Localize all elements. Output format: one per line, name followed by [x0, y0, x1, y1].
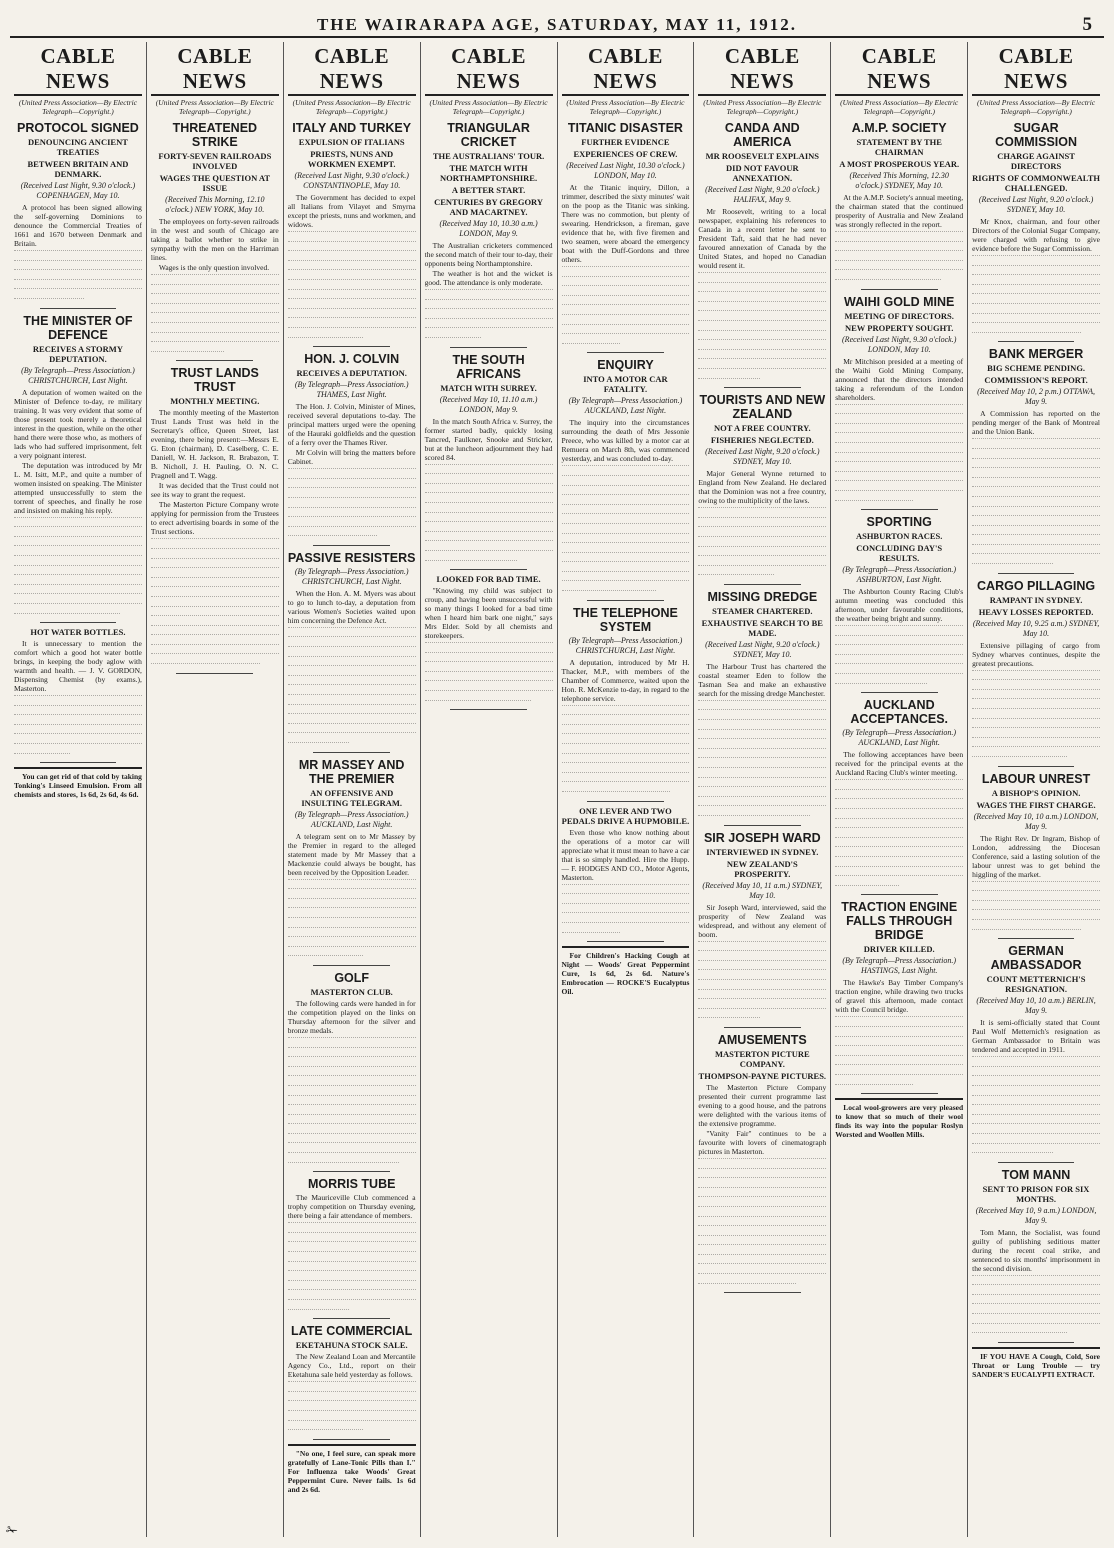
advertisement — [14, 767, 142, 799]
article-body-lines — [562, 884, 690, 934]
article-headline: GERMAN AMBASSADOR — [990, 944, 1082, 973]
article-body-lines — [14, 695, 142, 755]
article-paragraph: It is unnecessary to mention the comfort which a good hot water bottle brings, in keeping the body aglow with warmth and health. — J. V. GORDON, Dispensing Chemist (by exams.), Masterton. — [14, 639, 142, 694]
article-paragraph: The inquiry into the circumstances surrounding the death of Mrs Jessonie Preece, who was killed by a motor car at Remuera on March 8th, was commenced yesterday, and was concluded to-day. — [561, 418, 690, 464]
article — [835, 515, 963, 693]
article-subheading: MONTHLY MEETING. — [170, 396, 260, 407]
article-dateline: (Received May 10, 9 a.m.) LONDON, May 9. — [975, 1205, 1097, 1225]
divider — [998, 766, 1075, 767]
article-headline: SIR JOSEPH WARD — [703, 830, 821, 845]
article — [698, 1033, 826, 1293]
article-subheading: THE MATCH WITH NORTHAMPTONSHIRE. — [440, 163, 538, 183]
press-credit: (United Press Association—By Electric Telegraph—Copyright.) — [977, 98, 1096, 116]
article-dateline: (Received Last Night, 10.30 o'clock.) LONDON, May 10. — [566, 161, 685, 180]
article-dateline: (Received Last Night, 9.30 o'clock.) COPENHAGEN, May 10. — [20, 181, 136, 200]
article-subheading: RECEIVES A DEPUTATION. — [296, 368, 407, 379]
article-headline: BANK MERGER — [988, 347, 1084, 362]
article-body-lines — [425, 289, 553, 339]
article — [562, 358, 690, 600]
advertisement — [972, 1347, 1100, 1379]
article-subheading: THOMPSON-PAYNE PICTURES. — [698, 1070, 827, 1081]
article-paragraph: The deputation was introduced by Mr L. M. Isitt, M.P., and quite a number of women insisted on speaking. The Minister attempted unsuccessfully to stem the torrent of speeches, and finally he rose and insisted on making his reply. — [14, 460, 142, 515]
article-headline: HON. J. COLVIN — [304, 352, 400, 367]
article-dateline: (Received Last Night, 9.20 o'clock.) SYDNEY, May 10. — [705, 447, 820, 467]
article-paragraph: The Hon. J. Colvin, Minister of Mines, received several deputations to-day. The principal matters urged were the opening of the Hauraki goldfields and the question of a ferry over the Thames River. — [287, 402, 416, 448]
masthead-title: THE WAIRARAPA AGE, SATURDAY, MAY 11, 1912. — [316, 15, 798, 34]
divider — [998, 341, 1075, 342]
article-headline: THE SOUTH AFRICANS — [452, 352, 525, 381]
advertisement — [835, 1098, 963, 1139]
article-paragraph: Major General Wynne returned to England from New Zealand. He declared that the Dominion was not a free country, owing to the multiplicity of the laws. — [698, 469, 827, 506]
divider — [587, 801, 664, 802]
article-body-lines — [835, 404, 963, 502]
article-dateline: (By Telegraph—Press Association.) AUCKLAND, Last Night. — [294, 809, 409, 829]
page-number: 5 — [1082, 14, 1092, 35]
article-paragraph: The Hawke's Bay Timber Company's traction engine, while drawing two trucks of gravel this afternoon, made contact with the Council bridge. — [835, 978, 964, 1015]
article-paragraph: "Knowing my child was subject to croup, and having been unsuccessful with so many things I looked for a bad time when I heard him bark one night," says Mrs Elder. Sold by all chemists and storekeepers. — [424, 586, 553, 641]
column-header: CABLE NEWS — [288, 42, 416, 96]
article-subheading: EXPULSION OF ITALIANS — [298, 137, 405, 147]
article-body-lines — [14, 517, 142, 615]
article-headline: WAIHI GOLD MINE — [843, 294, 955, 309]
column-7 — [831, 42, 968, 1537]
divider — [861, 692, 938, 693]
article-headline: SPORTING — [866, 515, 932, 530]
article — [698, 831, 826, 1028]
advertisement-text: For Children's Hacking Cough at Night — Woods' Great Peppermint Cure, 1s 6d, 2s 6d. Nature's Embrocation — ROCKE'S Eucalyptus Oil. — [561, 951, 690, 997]
article-subheading: COUNT METTERNICH'S RESIGNATION. — [986, 974, 1086, 995]
article-dateline: (Received This Morning, 12.10 o'clock.) NEW YORK, May 10. — [165, 195, 265, 214]
article-paragraph: "Vanity Fair" continues to be a favourite with lovers of cinematograph pictures in Masterton. — [698, 1128, 827, 1156]
article-subheading: A MOST PROSPEROUS YEAR. — [839, 159, 960, 169]
article-subheading: CONCLUDING DAY'S RESULTS. — [856, 543, 943, 564]
article-dateline: (By Telegraph—Press Association.) AUCKLAND, Last Night. — [842, 728, 957, 748]
divider — [40, 762, 117, 763]
article-dateline: (Received May 10, 11 a.m.) SYDNEY, May 10. — [702, 880, 823, 900]
article-dateline: (Received Last Night, 9.20 o'clock.) SYDNEY, May 10. — [705, 639, 820, 659]
article-subheading: RAMPANT IN SYDNEY. — [989, 594, 1083, 605]
divider — [313, 965, 390, 966]
press-credit: (United Press Association—By Electric Telegraph—Copyright.) — [18, 98, 137, 116]
article-subheading: WAGES THE QUESTION AT ISSUE — [159, 173, 271, 193]
article-paragraph: At the Titanic inquiry, Dillon, a trimmer, described the sixty minutes' wait on the poop as the Titanic was sinking. There was no commotion, but plenty of swearing. Hendrickson, a fireman, gave evidence that he, with five firemen and two seamen, were aboard the emergency boat with the Duff-Gordons and three others. — [561, 183, 690, 264]
article-body-lines — [972, 670, 1100, 758]
article — [835, 295, 963, 511]
divider — [40, 308, 117, 309]
divider — [998, 938, 1075, 939]
article-body-lines — [698, 700, 826, 817]
article-subheading: RECEIVES A STORMY DEPUTATION. — [32, 343, 123, 364]
article-subheading: PRIESTS, NUNS AND WORKMEN EXEMPT. — [307, 149, 396, 169]
article-headline: GOLF — [334, 970, 370, 985]
article-dateline: (Received Last Night, 9.30 o'clock.) LONDON, May 10. — [842, 334, 957, 354]
article — [835, 698, 963, 895]
article-headline: SUGAR COMMISSION — [995, 121, 1078, 149]
column-5 — [558, 42, 695, 1537]
article — [972, 772, 1100, 940]
article-subheading: WAGES THE FIRST CHARGE. — [976, 799, 1096, 810]
article-paragraph: Tom Mann, the Socialist, was found guilty of publishing seditious matter during the recent coal strike, and sentenced to six months' imprisonment in the second division. — [972, 1227, 1100, 1273]
column-6 — [694, 42, 831, 1537]
article-paragraph: A Commission has reported on the pending merger of the Bank of Montreal and the Union Bank. — [972, 409, 1100, 437]
article-subheading: A BETTER START. — [451, 185, 526, 195]
article-dateline: (Received This Morning, 12.30 o'clock.) SYDNEY, May 10. — [849, 171, 949, 190]
divider — [587, 600, 664, 601]
article-subheading: THE AUSTRALIANS' TOUR. — [432, 151, 545, 161]
article-body-lines — [698, 507, 826, 576]
divider — [313, 346, 390, 347]
article-subheading: COMMISSION'S REPORT. — [984, 375, 1088, 386]
article-subheading: INTO A MOTOR CAR FATALITY. — [583, 374, 668, 395]
article — [698, 121, 826, 388]
article — [288, 352, 416, 546]
article-paragraph: When the Hon. A. M. Myers was about to go to lunch to-day, a deputation from various Women's Societies waited upon him concerning the Defence Act. — [287, 588, 416, 625]
article-subheading: CHARGE AGAINST DIRECTORS — [997, 151, 1075, 171]
article-headline: AUCKLAND ACCEPTANCES. — [850, 698, 949, 727]
article-subheading: RIGHTS OF COMMONWEALTH CHALLENGED. — [972, 173, 1100, 193]
article-dateline: (By Telegraph—Press Association.) AUCKLAND, Last Night. — [568, 396, 683, 416]
article — [14, 627, 142, 763]
article-subheading: SENT TO PRISON FOR SIX MONTHS. — [982, 1183, 1090, 1204]
divider — [998, 1342, 1075, 1343]
column-header: CABLE NEWS — [14, 42, 142, 96]
divider — [176, 673, 253, 674]
article-paragraph: Wages is the only question involved. — [158, 263, 270, 272]
article-paragraph: The Mauriceville Club commenced a trophy competition on Thursday evening, there being a fair attendance of members. — [287, 1193, 416, 1221]
article-dateline: (By Telegraph—Press Association.) CHRISTCHURCH, Last Night. — [294, 566, 409, 586]
divider — [861, 894, 938, 895]
article-body-lines — [288, 1037, 416, 1164]
article-body-lines — [288, 231, 416, 339]
article-headline: MISSING DREDGE — [707, 589, 818, 604]
article-subheading: A BISHOP'S OPINION. — [991, 787, 1081, 798]
article-dateline: (By Telegraph—Press Association.) CHRISTCHURCH, Last Night. — [21, 365, 135, 385]
divider — [998, 1162, 1075, 1163]
article-body-lines — [972, 255, 1100, 334]
article — [835, 121, 963, 290]
divider — [861, 509, 938, 510]
article-body-lines — [151, 538, 279, 665]
divider — [313, 1171, 390, 1172]
article — [425, 121, 553, 348]
divider — [724, 1027, 801, 1028]
article-headline: AMUSEMENTS — [717, 1032, 807, 1047]
article-body-lines — [288, 1222, 416, 1310]
article — [562, 806, 690, 943]
article-paragraph: The Masterton Picture Company presented their current programme last evening to a good house, and the patrons were delighted with the various items of the extensive programme. — [698, 1082, 827, 1128]
article-dateline: (Received May 10, 10.30 a.m.) LONDON, May 9. — [439, 219, 538, 238]
article-paragraph: The Right Rev. Dr Ingram, Bishop of London, addressing the Diocesan Conference, said a lasting solution of the labour unrest was to get behind the higgling of the market. — [972, 833, 1100, 879]
article-subheading: MR ROOSEVELT EXPLAINS — [705, 151, 819, 161]
article — [972, 579, 1100, 767]
article-subheading: BIG SCHEME PENDING. — [987, 363, 1086, 374]
article-subheading: STATEMENT BY THE CHAIRMAN — [856, 137, 942, 157]
article-headline: TOM MANN — [1001, 1167, 1071, 1182]
column-header: CABLE NEWS — [425, 42, 553, 96]
article — [972, 347, 1100, 573]
article-paragraph: A telegram sent on to Mr Massey by the Premier in regard to the alleged statement made by Mr Massey that a Mackenzie could always be bought, has been received by the Opposition Leader. — [287, 831, 416, 877]
article-subheading: EXPERIENCES OF CREW. — [573, 149, 678, 159]
article-body-lines — [972, 1056, 1100, 1154]
article-subheading: ASHBURTON RACES. — [855, 531, 943, 542]
article-subheading: FURTHER EVIDENCE — [581, 137, 670, 147]
divider — [724, 387, 801, 388]
article-paragraph: A deputation, introduced by Mr H. Thacker, M.P., with members of the Chamber of Commerce, waited upon the Hon. R. McKenzie to-day, in regard to the telephone service. — [561, 657, 690, 703]
article-body-lines — [972, 881, 1100, 931]
article-body-lines — [835, 779, 963, 887]
article-body-lines — [14, 250, 142, 300]
article-body-lines — [288, 468, 416, 537]
article — [698, 393, 826, 585]
divider — [450, 569, 527, 570]
article-paragraph: The following cards were handed in for the competition played on the links on Thursday afternoon for the silver and bronze medals. — [287, 998, 416, 1035]
advertisement — [562, 946, 690, 996]
article — [288, 971, 416, 1172]
article-body-lines — [972, 438, 1100, 565]
divider — [313, 752, 390, 753]
press-credit: (United Press Association—By Electric Telegraph—Copyright.) — [840, 98, 959, 116]
article-body-lines — [288, 879, 416, 958]
divider — [176, 360, 253, 361]
article-subheading: LOOKED FOR BAD TIME. — [436, 574, 541, 585]
article — [288, 551, 416, 753]
article-paragraph: Sir Joseph Ward, interviewed, said the prosperity of New Zealand was widespread, and without any element of boom. — [698, 902, 827, 939]
article-body-lines — [698, 941, 826, 1020]
article-subheading: BETWEEN BRITAIN AND DENMARK. — [27, 159, 129, 179]
divider — [313, 545, 390, 546]
article-headline: TITANIC DISASTER — [567, 121, 683, 135]
article-paragraph: It is semi-officially stated that Count Paul Wolf Metternich's resignation as German Ambassador to Britain was tendered and accepted in 1911. — [972, 1018, 1100, 1055]
divider — [861, 289, 938, 290]
article-subheading: CENTURIES BY GREGORY AND MACARTNEY. — [434, 197, 544, 217]
article — [288, 758, 416, 966]
divider — [724, 584, 801, 585]
article-headline: PASSIVE RESISTERS — [287, 550, 416, 565]
column-header: CABLE NEWS — [972, 42, 1100, 96]
article — [14, 314, 142, 624]
article-subheading: DRIVER KILLED. — [863, 944, 935, 955]
article-paragraph: Even those who know nothing about the operations of a motor car will appreciate what it must mean to have a car that is so simply handled. Hire the Hupp. — F. HODGES AND CO., Motor Agents, Masterton. — [561, 827, 690, 882]
advertisement-text: Local wool-growers are very pleased to know that so much of their wool finds its way into the popular Roslyn Worsted and Woollen Mills. — [835, 1103, 964, 1140]
article — [698, 590, 826, 826]
article-headline: THE MINISTER OF DEFENCE — [23, 313, 133, 342]
article-subheading: MASTERTON PICTURE COMPANY. — [714, 1048, 810, 1069]
divider — [450, 347, 527, 348]
article-dateline: (Received May 10, 9.25 a.m.) SYDNEY, May 10. — [972, 618, 1100, 638]
article-dateline: (Received May 10, 10 a.m.) LONDON, May 9. — [973, 811, 1099, 831]
article-paragraph: The following acceptances have been received for the principal events at the Auckland Racing Club's winter meeting. — [835, 750, 964, 778]
article-paragraph: The Harbour Trust has chartered the coastal steamer Eden to follow the Tasman Sea and make an exhaustive search for the missing dredge Manchester. — [698, 661, 827, 698]
article-headline: TRACTION ENGINE FALLS THROUGH BRIDGE — [841, 900, 958, 943]
article-headline: MR MASSEY AND THE PREMIER — [298, 757, 405, 786]
article-paragraph: Extensive pillaging of cargo from Sydney wharves continues, despite the greatest precautions. — [972, 640, 1100, 668]
article — [288, 121, 416, 347]
article-subheading: FORTY-SEVEN RAILROADS INVOLVED — [158, 151, 272, 171]
article-paragraph: Mr Knox, chairman, and four other Directors of the Colonial Sugar Company, were charged with refusing to give evidence before the Sugar Commission. — [972, 217, 1100, 253]
article — [14, 121, 142, 309]
press-credit: (United Press Association—By Electric Telegraph—Copyright.) — [155, 98, 274, 116]
article — [972, 944, 1100, 1163]
article-subheading: HEAVY LOSSES REPORTED. — [978, 606, 1094, 617]
column-header: CABLE NEWS — [151, 42, 279, 96]
advertisement-text: "No one, I feel sure, can speak more gratefully of Lane-Tonic Pills than I." For Influenza take Woods' Great Peppermint Cure. Never fails. 1s 6d and 2s 6d. — [287, 1448, 416, 1494]
article-paragraph: The employees on forty-seven railroads in the west and south of Chicago are taking a ballot whether to strike in sympathy with the men on the Harriman lines. — [150, 217, 279, 262]
article-dateline: (By Telegraph—Press Association.) THAMES, Last Night. — [294, 380, 409, 400]
article-body-lines — [835, 231, 963, 281]
divider — [587, 941, 664, 942]
columns-container — [10, 42, 1104, 1537]
article-paragraph: At the A.M.P. Society's annual meeting, the chairman stated that the continued prosperity of Australia and New Zealand was strongly reflected in the report. — [835, 193, 964, 229]
article-paragraph: The Government has decided to expel all Italians from Vilayet and Smyrna except the priests, nuns and workmen, and widows. — [287, 193, 416, 229]
article — [288, 1177, 416, 1319]
article-subheading: ONE LEVER AND TWO PEDALS DRIVE A HUPMOBILE. — [561, 805, 690, 826]
article-headline: ITALY AND TURKEY — [292, 121, 412, 135]
corner-mark-icon: ✁ — [6, 1524, 18, 1539]
article-paragraph: The Masterton Picture Company wrote applying for permission from the Trustees to erect advertising boards in some of the Trust sections. — [150, 500, 279, 537]
divider — [587, 352, 664, 353]
press-credit: (United Press Association—By Electric Telegraph—Copyright.) — [429, 98, 548, 116]
divider — [313, 1318, 390, 1319]
divider — [861, 1093, 938, 1094]
divider — [724, 1292, 801, 1293]
divider — [450, 709, 527, 710]
article-headline: THE TELEPHONE SYSTEM — [573, 605, 678, 634]
masthead — [10, 14, 1104, 38]
article-subheading: HOT WATER BOTTLES. — [30, 627, 126, 638]
article-subheading: STEAMER CHARTERED. — [712, 605, 813, 616]
article-body-lines — [288, 1381, 416, 1431]
divider — [313, 1439, 390, 1440]
article-paragraph: Mr Colvin will bring the matters before Cabinet. — [287, 448, 416, 467]
column-8 — [968, 42, 1104, 1537]
article-body-lines — [562, 705, 690, 793]
article — [288, 1324, 416, 1440]
article-body-lines — [972, 1275, 1100, 1335]
article-headline: PROTOCOL SIGNED — [17, 121, 139, 135]
article-subheading: NOT A FREE COUNTRY. — [714, 423, 811, 434]
article — [151, 121, 279, 361]
article-headline: LATE COMMERCIAL — [291, 1324, 413, 1339]
article-body-lines — [288, 627, 416, 744]
article-subheading: NEW PROPERTY SOUGHT. — [844, 322, 954, 333]
article — [972, 1168, 1100, 1343]
article-paragraph: A protocol has been signed allowing the self-governing Dominions to denounce the Commercial Treaties of 1661 and 1670 between Denmark and Britain. — [14, 203, 142, 248]
article-headline: ENQUIRY — [597, 358, 654, 373]
article-paragraph: It was decided that the Trust could not see its way to grant the request. — [150, 481, 279, 500]
article-subheading: INTERVIEWED IN SYDNEY. — [706, 846, 819, 857]
article-paragraph: In the match South Africa v. Surrey, the former started badly, quickly losing Tancred, Faulkner, Snooke and Stricker, but at the luncheon adjournment they had scored 84. — [424, 416, 553, 462]
article-dateline: (By Telegraph—Press Association.) CHRISTCHURCH, Last Night. — [568, 635, 683, 655]
article-headline: THREATENED STRIKE — [172, 121, 258, 149]
article-subheading: DID NOT FAVOUR ANNEXATION. — [726, 163, 799, 183]
article — [425, 353, 553, 571]
article-paragraph: The weather is hot and the wicket is good. The attendance is only moderate. — [424, 269, 553, 287]
article-paragraph: The monthly meeting of the Masterton Trust Lands Trust was held in the Secretary's office, Queen Street, last evening, there being present:—Messrs E. G. Eton (chairman), D. Caselberg, C. E. Daniell, W. H. Jackson, R. Brabazon, T. B. Nicholl, J. H. Pauling, O. N. C. Pragnell and T. Wagg. — [150, 408, 279, 481]
press-credit: (United Press Association—By Electric Telegraph—Copyright.) — [566, 98, 685, 116]
column-4 — [421, 42, 558, 1537]
article-body-lines — [835, 1016, 963, 1085]
column-header: CABLE NEWS — [835, 42, 963, 96]
column-3 — [284, 42, 421, 1537]
article-headline: CARGO PILLAGING — [977, 578, 1096, 593]
article-dateline: (Received Last Night, 9.20 o'clock.) SYDNEY, May 10. — [978, 195, 1094, 214]
article-dateline: (Received May 10, 11.10 a.m.) LONDON, May 9. — [439, 394, 538, 414]
article-body-lines — [562, 465, 690, 592]
article-body-lines — [425, 464, 553, 562]
article-headline: MORRIS TUBE — [307, 1177, 396, 1192]
article-dateline: (By Telegraph—Press Association.) HASTINGS, Last Night. — [842, 956, 957, 976]
column-1 — [10, 42, 147, 1537]
article-body-lines — [151, 274, 279, 353]
article-subheading: EXHAUSTIVE SEARCH TO BE MADE. — [701, 617, 823, 638]
article-headline: TRUST LANDS TRUST — [170, 366, 259, 395]
article-subheading: MEETING OF DIRECTORS. — [844, 310, 954, 321]
article-paragraph: The Ashburton County Racing Club's autumn meeting was concluded this afternoon, under favourable conditions, the weather being bright and sunny. — [835, 587, 964, 624]
press-credit: (United Press Association—By Electric Telegraph—Copyright.) — [703, 98, 822, 116]
column-2 — [147, 42, 284, 1537]
article-headline: LABOUR UNREST — [981, 771, 1091, 786]
article-subheading: NEW ZEALAND'S PROSPERITY. — [726, 858, 798, 879]
article-subheading: AN OFFENSIVE AND INSULTING TELEGRAM. — [301, 787, 402, 808]
article — [972, 121, 1100, 342]
column-header: CABLE NEWS — [698, 42, 826, 96]
article-body-lines — [562, 266, 690, 345]
advertisement-text: You can get rid of that cold by taking Tonking's Linseed Emulsion. From all chemists and stores, 1s 6d, 2s 6d, 4s 6d. — [14, 772, 142, 800]
article-body-lines — [425, 642, 553, 702]
advertisement-text: IF YOU HAVE A Cough, Cold, Sore Throat or Lung Trouble — try SANDER'S EUCALYPTI EXTRACT. — [972, 1351, 1100, 1379]
article-body-lines — [698, 272, 826, 380]
article — [151, 366, 279, 673]
article-body-lines — [835, 625, 963, 685]
divider — [998, 573, 1075, 574]
article-headline: A.M.P. SOCIETY — [851, 121, 947, 135]
article-dateline: (Received May 10, 2 p.m.) OTTAWA, May 9. — [977, 387, 1095, 407]
column-header: CABLE NEWS — [562, 42, 690, 96]
article-paragraph: Mr Mitchison presided at a meeting of the Waihi Gold Mining Company, announced that the directors intended taking a referendum of the London shareholders. — [835, 356, 964, 402]
article-subheading: FISHERIES NEGLECTED. — [710, 435, 814, 446]
article-subheading: MASTERTON CLUB. — [310, 986, 393, 997]
article-headline: TOURISTS AND NEW ZEALAND — [699, 393, 826, 422]
article-subheading: MATCH WITH SURREY. — [440, 382, 537, 393]
article-subheading: DENOUNCING ANCIENT TREATIES — [27, 137, 128, 157]
press-credit: (United Press Association—By Electric Telegraph—Copyright.) — [292, 98, 411, 116]
article-dateline: (By Telegraph—Press Association.) ASHBURTON, Last Night. — [842, 565, 957, 585]
article-dateline: (Received Last Night, 9.20 o'clock.) HALIFAX, May 9. — [705, 185, 820, 204]
article-headline: TRIANGULAR CRICKET — [447, 121, 530, 149]
article-paragraph: The Australian cricketers commenced the second match of their tour to-day, their opponents being Northamptonshire. — [424, 241, 553, 268]
article-dateline: (Received May 10, 10 a.m.) BERLIN, May 9. — [976, 996, 1096, 1016]
article — [835, 900, 963, 1094]
article-paragraph: The New Zealand Loan and Mercantile Agency Co., Ltd., report on their Eketahuna sale held yesterday as follows. — [287, 1352, 416, 1380]
article-body-lines — [698, 1158, 826, 1285]
article-paragraph: A deputation of women waited on the Minister of Defence to-day, re military training. It was very evident that some of those present took merely a theoretical interest in the question, while on the other hand there were those who, as mothers of lads who had suffered imprisonment, felt a very poignant interest. — [14, 387, 142, 460]
divider — [40, 622, 117, 623]
advertisement — [288, 1444, 416, 1494]
divider — [724, 825, 801, 826]
article — [562, 121, 690, 353]
article-subheading: EKETAHUNA STOCK SALE. — [295, 1340, 408, 1351]
article-dateline: (Received Last Night, 9.30 o'clock.) CONSTANTINOPLE, May 10. — [294, 171, 409, 190]
article — [425, 574, 553, 710]
article-paragraph: Mr Roosevelt, writing to a local newspaper, explaining his references to Canada in a recent letter he sent to President Taft, said that he had never favoured annexation of Canada by the United States, and hoped no Canadian would resent it. — [698, 207, 827, 270]
article — [562, 606, 690, 802]
article-headline: CANDA AND AMERICA — [724, 121, 800, 149]
